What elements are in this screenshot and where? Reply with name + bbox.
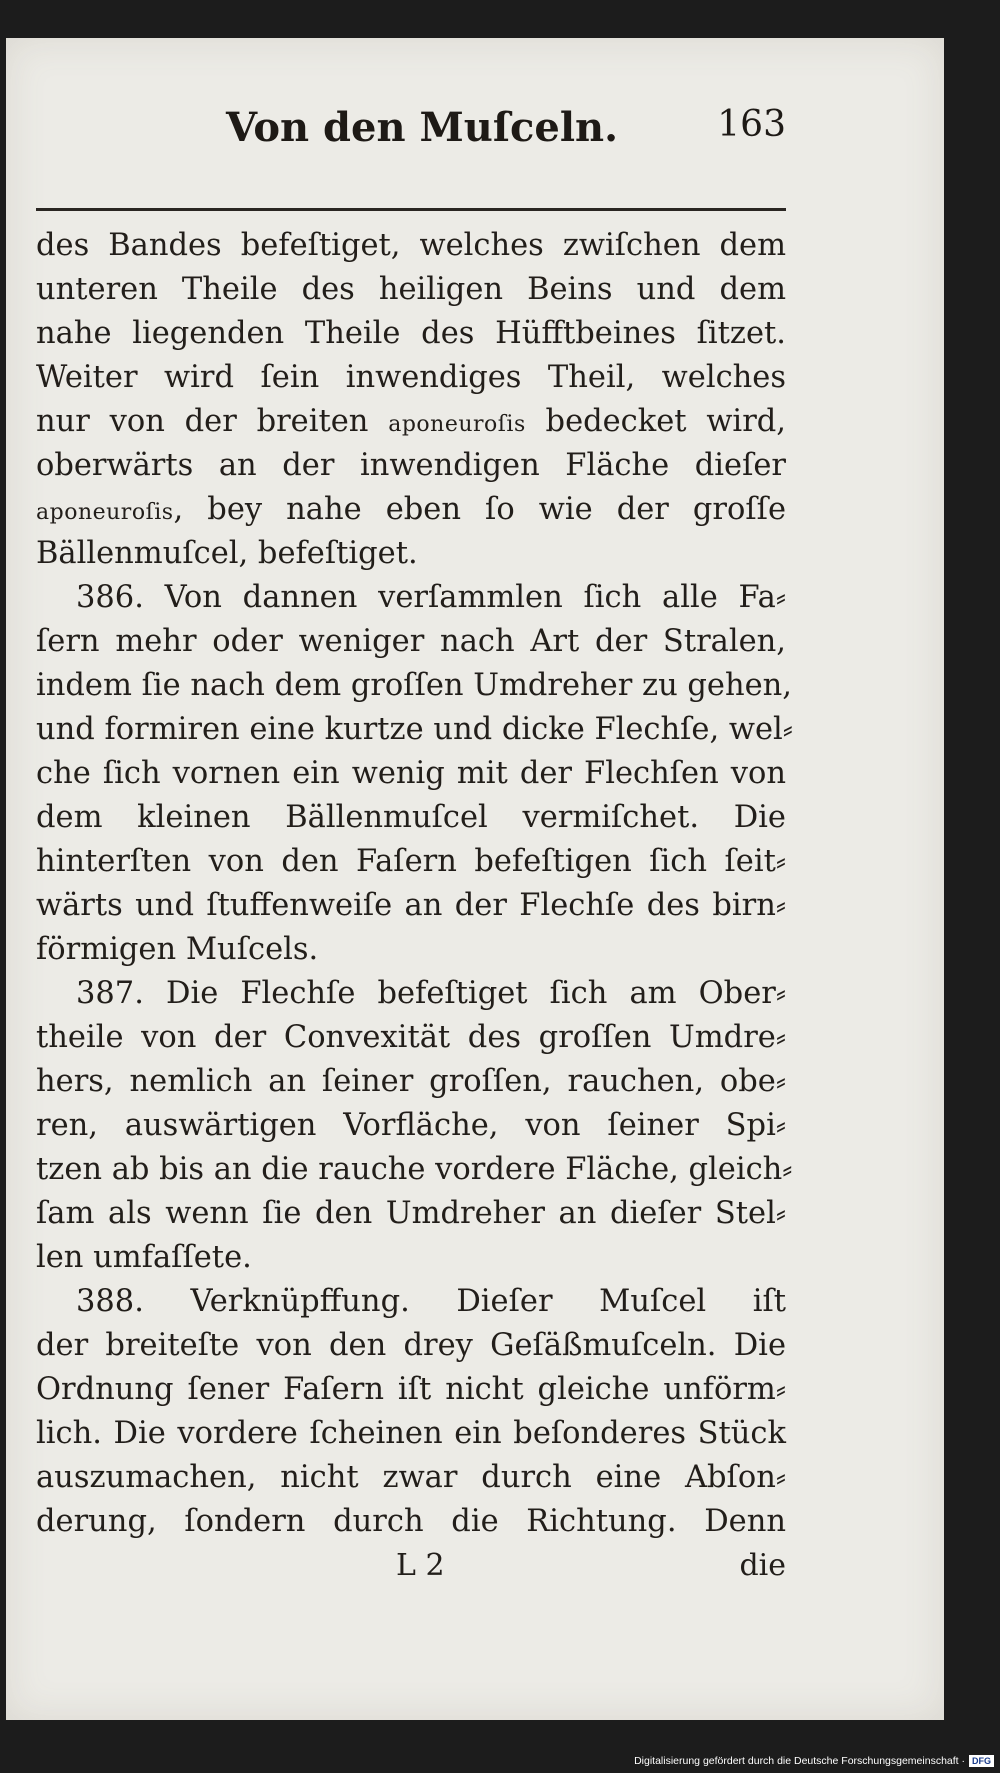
text-line: dem kleinen Bällenmuſcel vermiſchet. Die — [36, 800, 786, 835]
catchword: die — [739, 1548, 786, 1583]
credit-text: Digitalisierung gefördert durch die Deutsche Forschungsgemeinschaft · — [634, 1755, 965, 1767]
latin-term: aponeuroſis — [36, 500, 174, 525]
page-number: 163 — [717, 104, 786, 145]
text-line: ſern mehr oder weniger nach Art der Stralen, — [36, 624, 786, 659]
text-line: oberwärts an der inwendigen Fläche dieſer — [36, 448, 786, 483]
text-line: indem ſie nach dem groſſen Umdreher zu gehen, — [36, 668, 793, 703]
running-head: Von den Muſceln. — [226, 104, 619, 151]
header-rule — [36, 208, 786, 211]
text-line: nahe liegenden Theile des Hüfftbeines ſitzet. — [36, 316, 786, 351]
text-line: des Bandes befeſtiget, welches zwiſchen dem — [36, 228, 786, 263]
text-line — [36, 400, 786, 444]
text-segment: nur von der breiten — [36, 404, 389, 439]
body-text — [36, 224, 793, 1544]
text-segment: , bey nahe eben ſo wie der groſſe — [173, 492, 786, 527]
text-line: Weiter wird ſein inwendiges Theil, welches — [36, 360, 786, 395]
text-line — [36, 488, 786, 532]
text-line: 387. Die Flechſe befeſtiget ſich am Ober⸗ — [76, 976, 786, 1011]
text-line: der breiteſte von den drey Geſäßmuſceln. Die — [36, 1328, 786, 1363]
text-line: Bällenmuſcel, befeſtiget. — [36, 536, 418, 571]
text-segment: bedecket wird, — [525, 404, 786, 439]
latin-term: aponeuroſis — [388, 412, 526, 437]
text-line: ſam als wenn ſie den Umdreher an dieſer Stel⸗ — [36, 1196, 786, 1231]
text-line: hinterſten von den Faſern befeſtigen ſich ſeit⸗ — [36, 844, 786, 879]
text-line: che ſich vornen ein wenig mit der Flechſen von — [36, 756, 786, 791]
text-line: lich. Die vordere ſcheinen ein beſonderes Stück — [36, 1416, 786, 1451]
text-line: 386. Von dannen verſammlen ſich alle Fa⸗ — [76, 580, 786, 615]
text-line: förmigen Muſcels. — [36, 932, 319, 967]
text-line: derung, ſondern durch die Richtung. Denn — [36, 1504, 786, 1539]
page-footer — [36, 1548, 786, 1592]
text-line: theile von der Convexität des groſſen Umdre⸗ — [36, 1020, 786, 1055]
text-line: unteren Theile des heiligen Beins und dem — [36, 272, 786, 307]
signature-mark: L 2 — [396, 1548, 445, 1583]
dfg-logo: DFG — [969, 1755, 994, 1767]
text-line: tzen ab bis an die rauche vordere Fläche, gleich⸗ — [36, 1152, 793, 1187]
text-line: Ordnung ſener Faſern iſt nicht gleiche unförm⸗ — [36, 1372, 786, 1407]
text-line: auszumachen, nicht zwar durch eine Abſon⸗ — [36, 1460, 786, 1495]
text-line: len umfaſſete. — [36, 1240, 252, 1275]
text-line: hers, nemlich an ſeiner groſſen, rauchen, obe⸗ — [36, 1064, 786, 1099]
text-line: und formiren eine kurtze und dicke Flechſe, wel⸗ — [36, 712, 793, 747]
text-line: ren, auswärtigen Vorfläche, von ſeiner Spi⸗ — [36, 1108, 786, 1143]
page-header — [36, 104, 786, 176]
text-line: wärts und ſtuffenweiſe an der Flechſe des birn⸗ — [36, 888, 786, 923]
digitization-credit — [634, 1755, 994, 1767]
text-line: 388. Verknüpffung. Dieſer Muſcel iſt — [76, 1284, 786, 1319]
book-page — [6, 38, 944, 1720]
